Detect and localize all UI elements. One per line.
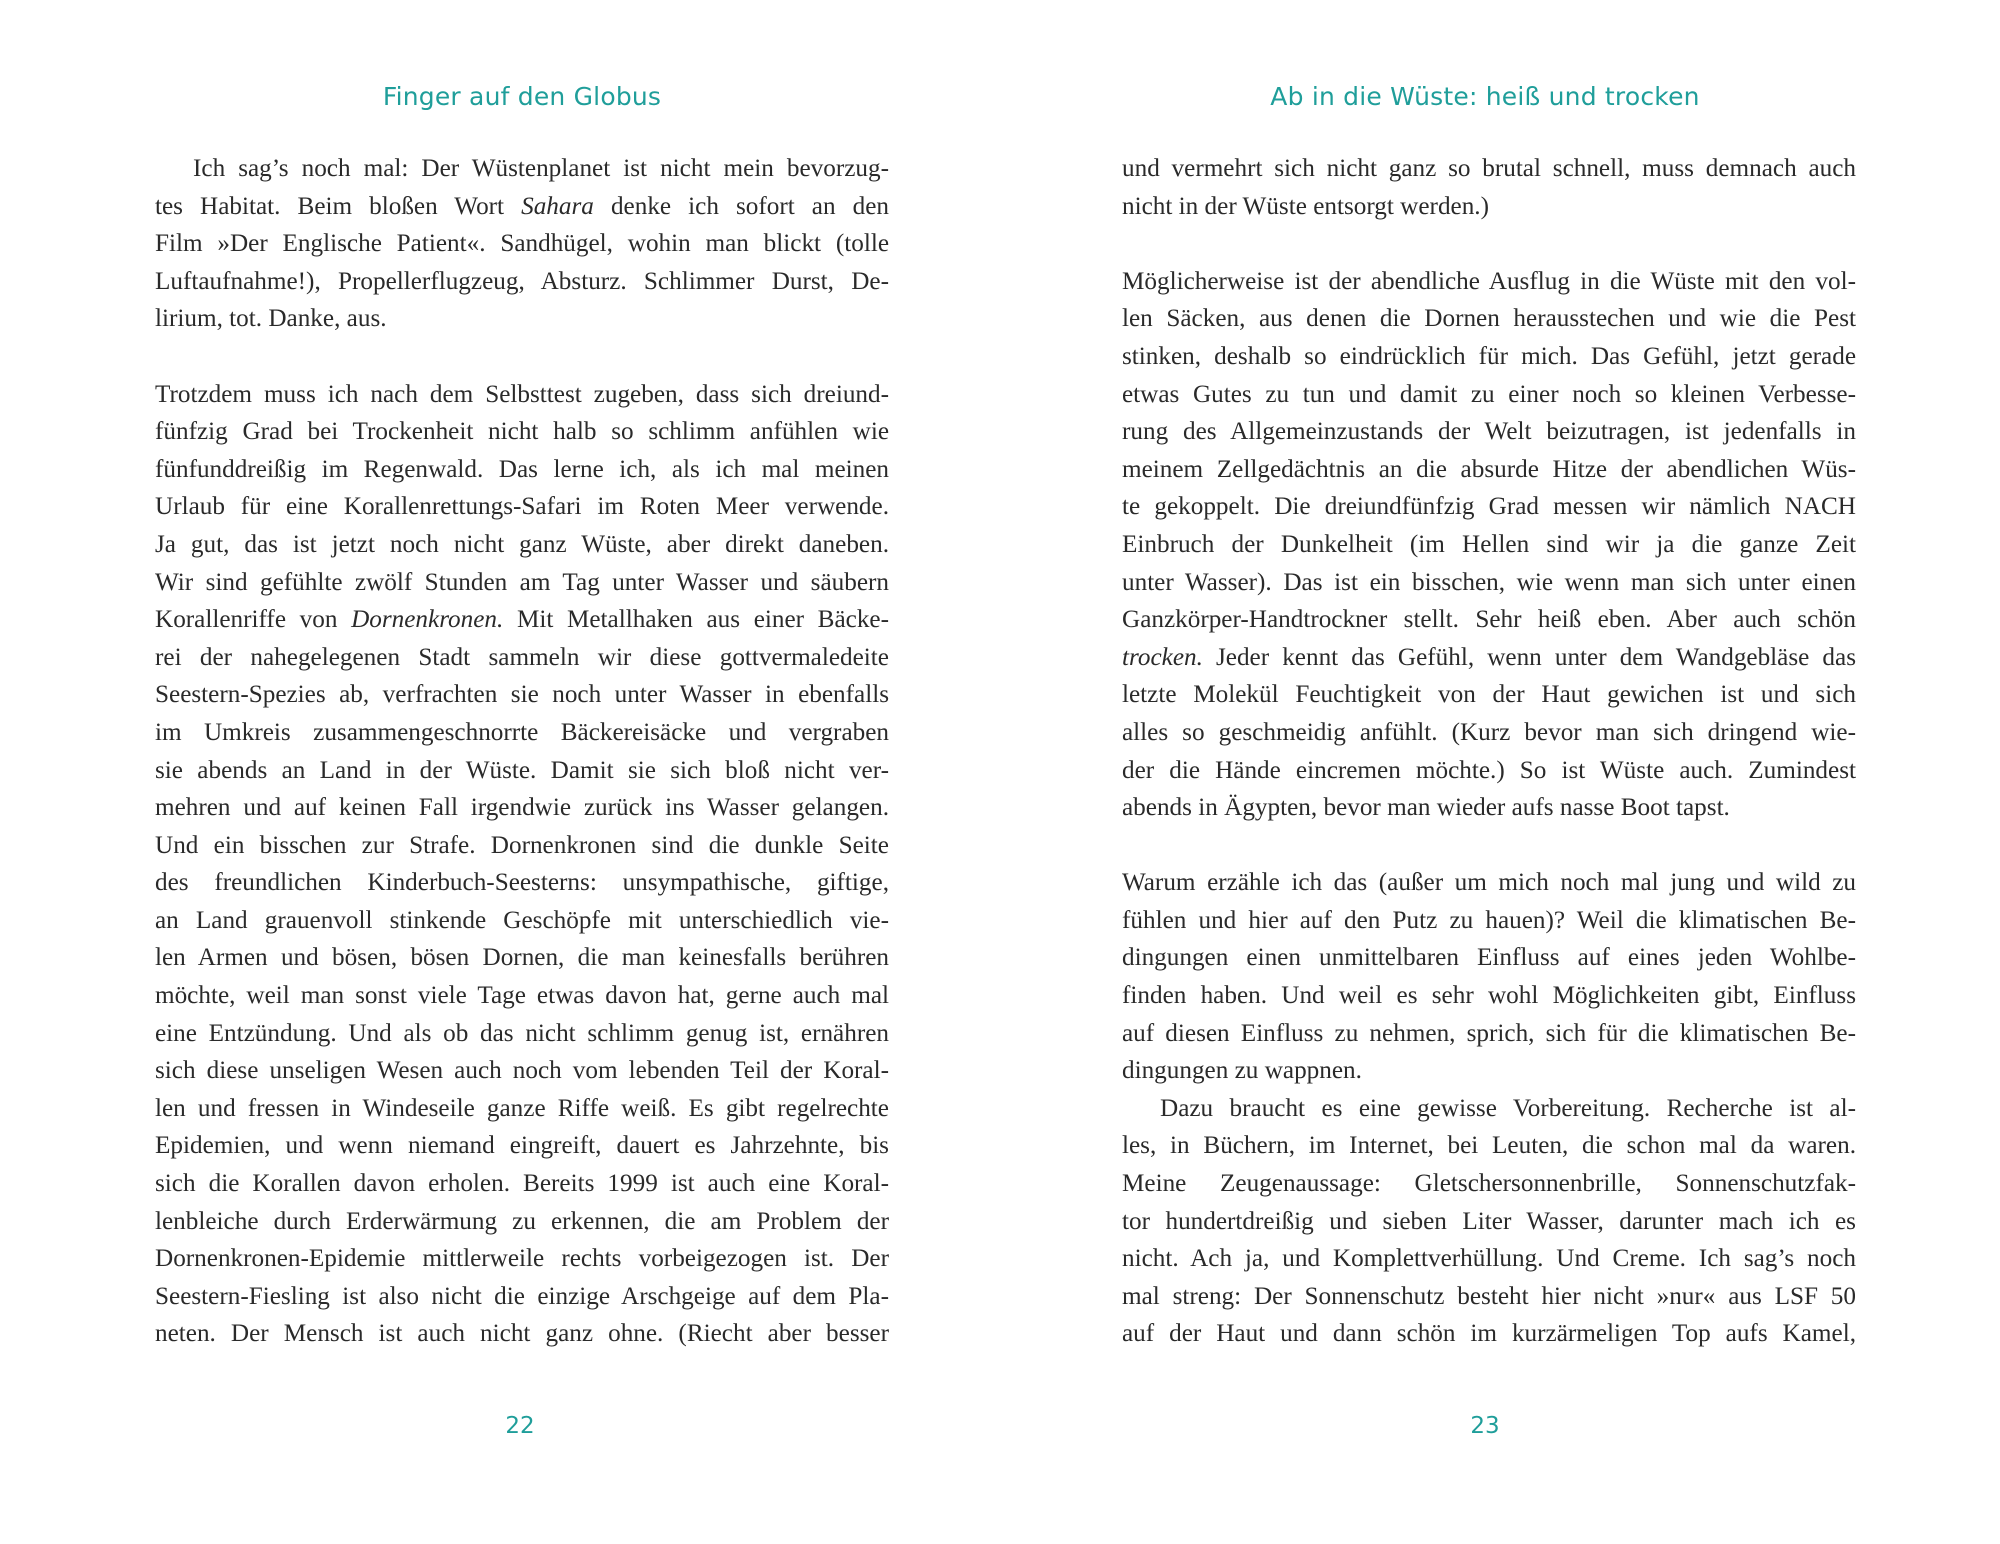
text-line: len und fressen in Windeseile ganze Riffe weiß. Es gibt regelrechte xyxy=(155,1094,889,1122)
text-line: lirium, tot. Danke, aus. xyxy=(155,305,387,333)
paragraph-gap xyxy=(155,338,889,376)
text-line: Epidemien, und wenn niemand eingreift, dauert es Jahrzehnte, bis xyxy=(155,1132,889,1160)
text-line: nicht in der Wüste entsorgt werden.) xyxy=(1122,192,1489,220)
text-line: Urlaub für eine Korallenrettungs-Safari im Roten Meer verwende. xyxy=(155,493,889,521)
text-line: sich die Korallen davon erholen. Bereits 1999 ist auch eine Koral- xyxy=(155,1170,889,1198)
text-line: Ja gut, das ist jetzt noch nicht ganz Wüste, aber direkt daneben. xyxy=(155,530,889,558)
text-line: meinem Zellgedächtnis an die absurde Hitze der abendlichen Wüs- xyxy=(1122,455,1856,483)
text-line: Seestern-Fiesling ist also nicht die einzige Arschgeige auf dem Pla- xyxy=(155,1282,889,1310)
text-line: alles so geschmeidig anfühlt. (Kurz bevor man sich dringend wie- xyxy=(1122,718,1856,746)
text-line: Luftaufnahme!), Propellerflugzeug, Absturz. Schlimmer Durst, De- xyxy=(155,267,889,295)
running-head-left: Finger auf den Globus xyxy=(382,82,662,111)
text-line: abends in Ägypten, bevor man wieder aufs nasse Boot tapst. xyxy=(1122,794,1730,822)
text-line: des freundlichen Kinderbuch-Seesterns: unsympathische, giftige, xyxy=(155,869,889,897)
text-line: etwas Gutes zu tun und damit zu einer noch so kleinen Verbesse- xyxy=(1122,380,1856,408)
text-line: te gekoppelt. Die dreiundfünfzig Grad messen wir nämlich NACH xyxy=(1122,493,1856,521)
text-line: Einbruch der Dunkelheit (im Hellen sind wir ja die ganze Zeit xyxy=(1122,530,1856,558)
text-line: fühlen und hier auf den Putz zu hauen)? Weil die klimatischen Be- xyxy=(1122,906,1856,934)
body-text-left xyxy=(155,150,889,1353)
italic-word: trocken. xyxy=(1122,643,1203,671)
text-line: eine Entzündung. Und als ob das nicht schlimm genug ist, ernähren xyxy=(155,1019,889,1047)
text-line: Ich sag’s noch mal: Der Wüstenplanet ist nicht mein bevorzug- xyxy=(193,155,889,182)
text-line: trocken. Jeder kennt das Gefühl, wenn unter dem Wandgebläse das xyxy=(1122,643,1856,671)
text-line: der die Hände eincremen möchte.) So ist Wüste auch. Zumindest xyxy=(1122,756,1856,784)
italic-word: Dornenkronen. xyxy=(351,606,504,634)
text-line: auf diesen Einfluss zu nehmen, sprich, sich für die klimatischen Be- xyxy=(1122,1019,1856,1047)
text-line: Und ein bisschen zur Strafe. Dornenkronen sind die dunkle Seite xyxy=(155,831,889,859)
text-line: Dazu braucht es eine gewisse Vorbereitung. Recherche ist al- xyxy=(1160,1094,1856,1122)
text-line: Meine Zeugenaussage: Gletschersonnenbrille, Sonnenschutzfak- xyxy=(1122,1170,1856,1198)
page-number-right: 23 xyxy=(1470,1413,1500,1439)
paragraph-gap xyxy=(1122,827,1856,865)
paragraph-gap xyxy=(1122,225,1856,263)
text-line: rung des Allgemeinzustands der Welt beizutragen, ist jedenfalls in xyxy=(1122,418,1856,446)
text-line: sie abends an Land in der Wüste. Damit sie sich bloß nicht ver- xyxy=(155,756,889,784)
text-line: len Armen und bösen, bösen Dornen, die man keinesfalls berühren xyxy=(155,944,889,972)
text-line: und vermehrt sich nicht ganz so brutal schnell, muss demnach auch xyxy=(1122,155,1856,182)
text-line: dingungen einen unmittelbaren Einfluss auf eines jeden Wohlbe- xyxy=(1122,944,1856,972)
text-line: unter Wasser). Das ist ein bisschen, wie wenn man sich unter einen xyxy=(1122,568,1856,596)
text-line: Ganzkörper-Handtrockner stellt. Sehr heiß eben. Aber auch schön xyxy=(1122,606,1856,634)
text-line: Möglicherweise ist der abendliche Ausflug in die Wüste mit den vol- xyxy=(1122,267,1856,295)
text-line: Trotzdem muss ich nach dem Selbsttest zugeben, dass sich dreiund- xyxy=(155,380,889,408)
text-line: neten. Der Mensch ist auch nicht ganz ohne. (Riecht aber besser xyxy=(155,1320,889,1348)
text-line: les, in Büchern, im Internet, bei Leuten, die schon mal da waren. xyxy=(1122,1132,1856,1160)
text-line: finden haben. Und weil es sehr wohl Möglichkeiten gibt, Einfluss xyxy=(1122,982,1856,1010)
text-line: Wir sind gefühlte zwölf Stunden am Tag unter Wasser und säubern xyxy=(155,568,889,596)
text-line: Film »Der Englische Patient«. Sandhügel, wohin man blickt (tolle xyxy=(155,230,889,258)
text-line: mal streng: Der Sonnenschutz besteht hier nicht »nur« aus LSF 50 xyxy=(1122,1282,1856,1310)
italic-word: Sahara xyxy=(521,192,594,220)
text-line: fünfzig Grad bei Trockenheit nicht halb so schlimm anfühlen wie xyxy=(155,418,889,446)
text-line: Seestern-Spezies ab, verfrachten sie noch unter Wasser in ebenfalls xyxy=(155,681,889,709)
body-text-right xyxy=(1122,150,1856,1353)
text-line: Korallenriffe von Dornenkronen. Mit Metallhaken aus einer Bäcke- xyxy=(155,606,889,634)
text-line: Dornenkronen-Epidemie mittlerweile rechts vorbeigezogen ist. Der xyxy=(155,1245,889,1273)
text-line: mehren und auf keinen Fall irgendwie zurück ins Wasser gelangen. xyxy=(155,794,889,822)
text-line: letzte Molekül Feuchtigkeit von der Haut gewichen ist und sich xyxy=(1122,681,1856,709)
page-number-left: 22 xyxy=(505,1413,535,1439)
text-line: auf der Haut und dann schön im kurzärmeligen Top aufs Kamel, xyxy=(1122,1320,1856,1348)
text-line: fünfunddreißig im Regenwald. Das lerne ich, als ich mal meinen xyxy=(155,455,889,483)
text-line: tes Habitat. Beim bloßen Wort Sahara denke ich sofort an den xyxy=(155,192,889,220)
text-line: an Land grauenvoll stinkende Geschöpfe mit unterschiedlich vie- xyxy=(155,906,889,934)
text-line: Warum erzähle ich das (außer um mich noch mal jung und wild zu xyxy=(1122,869,1856,897)
text-line: möchte, weil man sonst viele Tage etwas davon hat, gerne auch mal xyxy=(155,982,889,1010)
running-head-right: Ab in die Wüste: heiß und trocken xyxy=(1270,82,1700,111)
text-line: lenbleiche durch Erderwärmung zu erkennen, die am Problem der xyxy=(155,1207,889,1235)
text-line: im Umkreis zusammengeschnorrte Bäckereisäcke und vergraben xyxy=(155,718,889,746)
text-line: stinken, deshalb so eindrücklich für mich. Das Gefühl, jetzt gerade xyxy=(1122,342,1856,370)
text-line: len Säcken, aus denen die Dornen herausstechen und wie die Pest xyxy=(1122,305,1856,333)
text-line: nicht. Ach ja, und Komplettverhüllung. Und Creme. Ich sag’s noch xyxy=(1122,1245,1856,1273)
text-line: rei der nahegelegenen Stadt sammeln wir diese gottvermaledeite xyxy=(155,643,889,671)
right-page xyxy=(1000,0,2000,1544)
text-line: dingungen zu wappnen. xyxy=(1122,1057,1362,1085)
text-line: tor hundertdreißig und sieben Liter Wasser, darunter mach ich es xyxy=(1122,1207,1856,1235)
text-line: sich diese unseligen Wesen auch noch vom lebenden Teil der Koral- xyxy=(155,1057,889,1085)
